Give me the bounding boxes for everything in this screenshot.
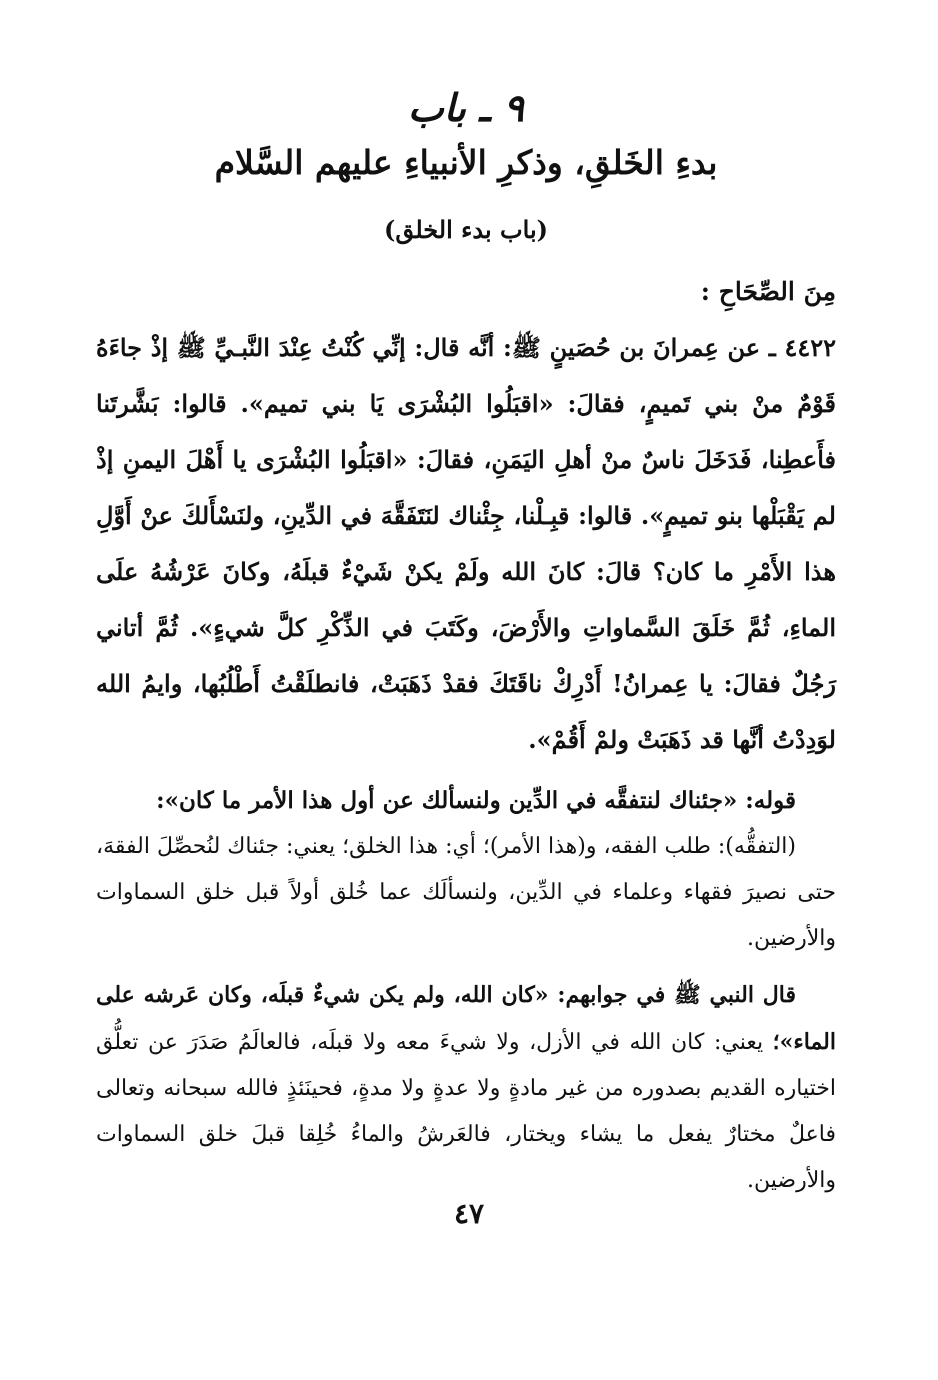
book-page: [96, 60, 836, 1360]
commentary-quote: قوله: «جئناك لنتفقَّه في الدِّين ولنسألك عن أول هذا الأمر ما كان»:: [156, 787, 796, 814]
source-label: مِنَ الصِّحَاحِ :: [700, 277, 836, 306]
commentary-paragraph-1: (التفقُّه): طلب الفقه، و(هذا الأمر)؛ أي: هذا الخلق؛ يعني: جئناك لنُحصِّلَ الفقهَ، حتى نصيرَ فقهاء وعلماء في الدِّين، ولنسألَك عما خُلق أولاً قبل خلق السماوات والأرضين.: [96, 834, 836, 951]
commentary-paragraph-2-rest: يعني: كان الله في الأزل، ولا شيءَ معه ولا قبلَه، فالعالَمُ صَدَرَ عن تعلُّق اختياره القديم بصدوره من غير مادةٍ ولا عدةٍ ولا مدةٍ، فحينَئذٍ فالله سبحانه وتعالى فاعلٌ مختارٌ يفعل ما يشاء ويختار، فالعَرشُ والماءُ خُلِقا قبلَ خلق السماوات والأرضين.: [96, 1030, 836, 1193]
commentary-paragraph-2: [96, 972, 836, 1204]
page-number: ٤٧: [453, 1197, 485, 1230]
hadith-text: ٤٤٢٢ ـ عن عِمرانَ بن حُصَينٍ ﷺ: أنَّه قال: إنِّي كُنْتُ عِنْدَ النَّبـيِّ ﷺ إذْ جاءَهُ قَوْمٌ منْ بني تَميمٍ، فقالَ: «اقبَلُوا البُشْرَى يَا بني تميم». قالوا: بَشَّرتَنا فأَعطِنا، فَدَخَلَ ناسٌ منْ أهلِ اليَمَنِ، فقالَ: «اقبَلُوا البُشْرَى يا أَهْلَ اليمنِ إذْ لم يَقْبَلْها بنو تميمٍ». قالوا: قبِـلْنا، جِئْناك لنَتَفَقَّهَ في الدِّينِ، ولنَسْأَلكَ عنْ أَوَّلِ هذا الأَمْرِ ما كان؟ قالَ: كانَ الله ولَمْ يكنْ شَيْءٌ قبلَهُ، وكانَ عَرْشُهُ علَى الماءِ، ثُمَّ خَلَقَ السَّماواتِ والأَرْضَ، وكَتَبَ في الذِّكْرِ كلَّ شيءٍ». ثُمَّ أتاني رَجُلٌ فقالَ: يا عِمرانُ! أَدْرِكْ ناقَتَكَ فقدْ ذَهَبَتْ، فانطلَقْتُ أَطْلُبُها، وايمُ الله لوَدِدْتُ أنَّها قد ذَهَبَتْ ولمْ أَقُمْ».: [96, 333, 836, 754]
chapter-number: ٩ ـ باب: [408, 85, 524, 130]
section-sub-heading: (باب بدء الخلق): [383, 215, 548, 244]
commentary-paragraph-2-bold: قال النبي ﷺ في جوابهم: «كان الله، ولم يكن شيءٌ قبلَه، وكان عَرشه على الماء»؛: [96, 982, 836, 1055]
chapter-title: بدءِ الخَلقِ، وذكرِ الأنبياءِ عليهم السَّلام: [214, 143, 718, 182]
